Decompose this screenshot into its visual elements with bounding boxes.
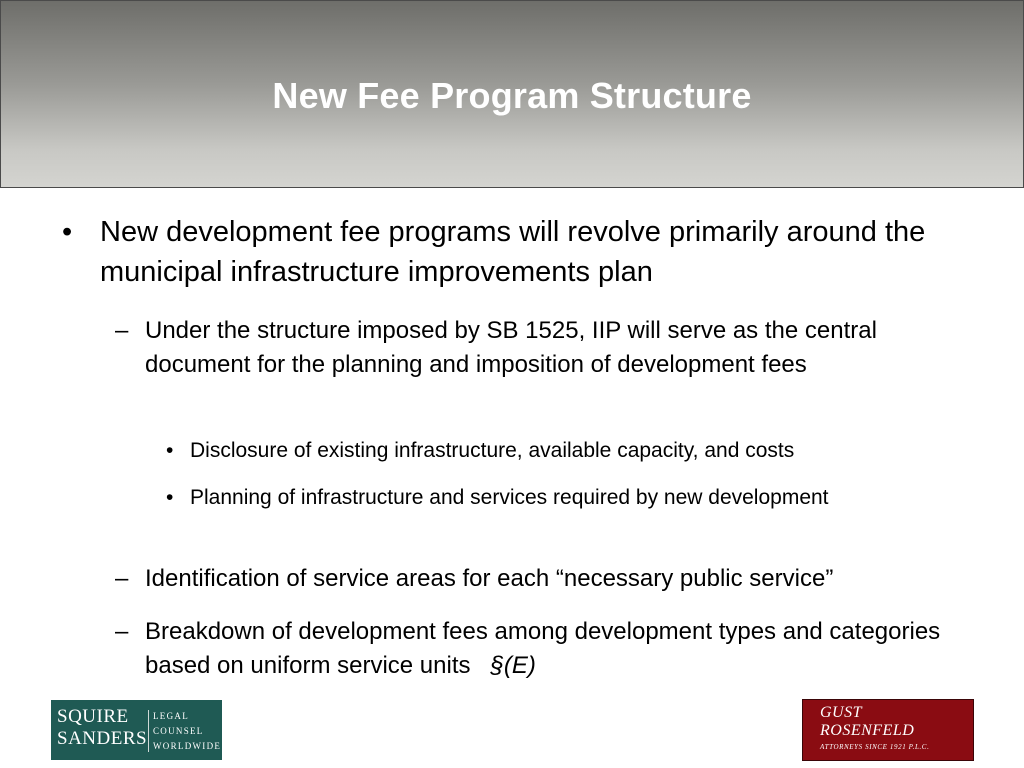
bullet-text: Breakdown of development fees among development types and categories based on uniform service units [145,618,941,679]
bullet-level3: Planning of infrastructure and services required by new development [190,486,829,509]
dash-marker: – [115,565,129,592]
bullet-marker: • [62,216,73,248]
logo-tagline: ATTORNEYS SINCE 1921 P.L.C. [820,743,930,751]
title-banner [0,0,1024,188]
squire-sanders-logo [51,700,222,760]
logo-firm-name: GUST ROSENFELD [820,704,915,739]
bullet-level3: Disclosure of existing infrastructure, available capacity, and costs [190,439,795,462]
slide-title: New Fee Program Structure [272,75,752,116]
logo-divider [148,710,149,752]
dash-marker: – [115,317,129,344]
bullet-level2 [145,615,965,683]
logo-firm-name: SQUIRE SANDERS [57,706,148,749]
bullet-marker: • [166,486,174,509]
bullet-level1: New development fee programs will revolve primarily around the municipal infrastructure improvements plan [100,216,926,288]
dash-marker: – [115,618,129,645]
bullet-level2: Identification of service areas for each “necessary public service” [145,565,834,592]
gust-rosenfeld-logo [802,699,974,761]
logo-tagline: LEGAL COUNSEL WORLDWIDE [153,711,222,751]
statute-reference: §(E) [490,652,536,679]
bullet-marker: • [166,439,174,462]
bullet-level2: Under the structure imposed by SB 1525, IIP will serve as the central document for the planning and imposition of development fees [145,317,877,378]
